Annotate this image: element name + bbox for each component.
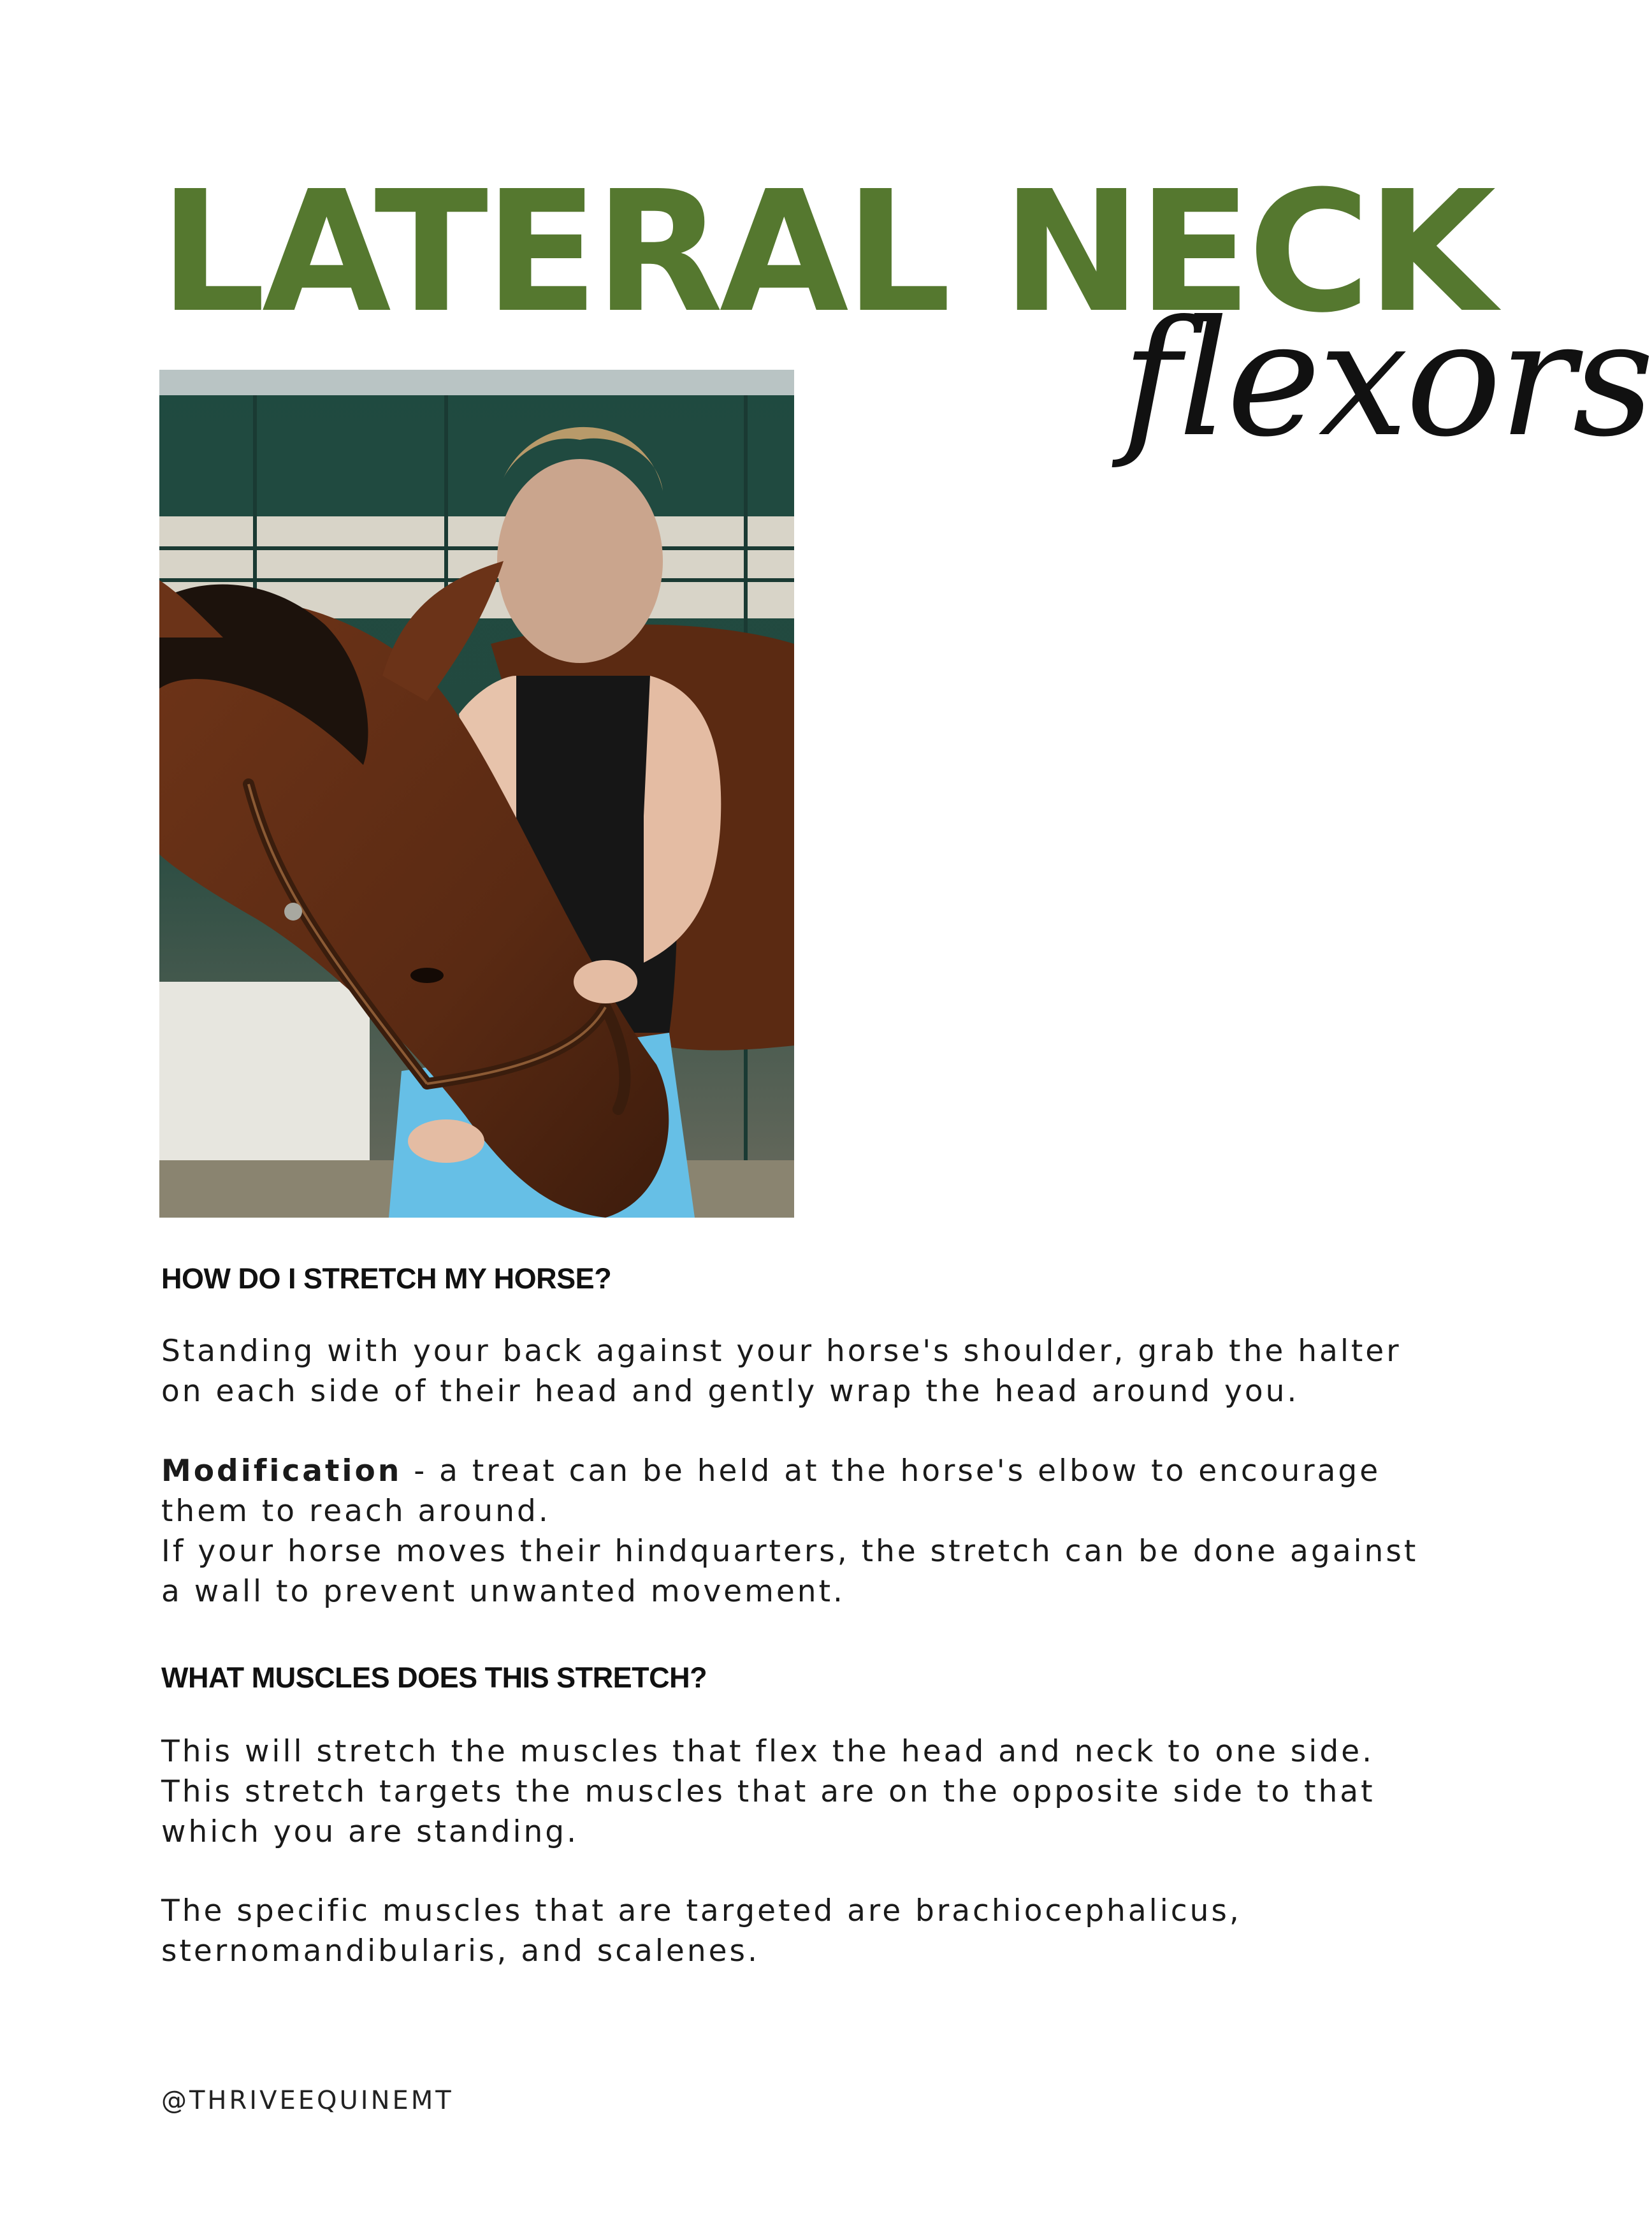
text-line: This stretch targets the muscles that are on the opposite side to that bbox=[161, 1774, 1375, 1809]
paragraph-muscles bbox=[161, 1731, 1449, 1852]
page-subtitle-script: flexors bbox=[1122, 286, 1652, 472]
text-line: The specific muscles that are targeted are brachiocephalicus, bbox=[161, 1893, 1242, 1928]
modification-text: - a treat can be held at the horse's elbow to encourage bbox=[402, 1454, 1381, 1489]
page-title: LATERAL NECK bbox=[159, 155, 1493, 349]
text-line: them to reach around. bbox=[161, 1494, 551, 1529]
text-line: which you are standing. bbox=[161, 1814, 579, 1849]
text-line bbox=[161, 1451, 1449, 1491]
text-line: on each side of their head and gently wrap the head around you. bbox=[161, 1374, 1300, 1409]
section-heading-muscles: WHAT MUSCLES DOES THIS STRETCH? bbox=[161, 1661, 707, 1694]
text-line: If your horse moves their hindquarters, the stretch can be done against bbox=[161, 1534, 1419, 1569]
paragraph-specific-muscles bbox=[161, 1891, 1449, 1971]
social-handle: @THRIVEEQUINEMT bbox=[161, 2086, 454, 2115]
text-line: sternomandibularis, and scalenes. bbox=[161, 1934, 760, 1969]
text-line: a wall to prevent unwanted movement. bbox=[161, 1574, 845, 1609]
text-line: Standing with your back against your horse's shoulder, grab the halter bbox=[161, 1334, 1402, 1369]
paragraph-how-to bbox=[161, 1331, 1449, 1411]
text-line: This will stretch the muscles that flex the head and neck to one side. bbox=[161, 1734, 1375, 1769]
modification-label: Modification bbox=[161, 1454, 402, 1489]
paragraph-modification bbox=[161, 1451, 1449, 1612]
section-heading-how: HOW DO I STRETCH MY HORSE? bbox=[161, 1262, 612, 1295]
horse-stretch-photo bbox=[159, 370, 794, 1218]
